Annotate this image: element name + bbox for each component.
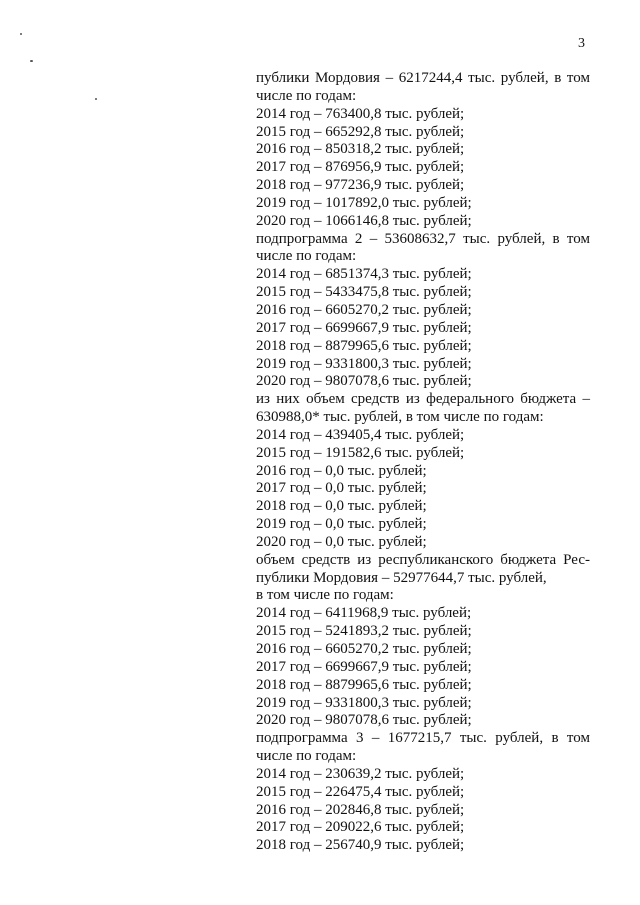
text-line: 2014 год – 763400,8 тыс. рублей; [256, 105, 465, 122]
text-line: 2015 год – 5433475,8 тыс. рублей; [256, 284, 472, 301]
page-number: 3 [578, 36, 585, 51]
text-line: 2014 год – 6411968,9 тыс. рублей; [256, 605, 472, 622]
text-line: в том числе по годам: [256, 587, 394, 604]
text-line: 2015 год – 191582,6 тыс. рублей; [256, 444, 465, 461]
text-line: числе по годам: [256, 748, 357, 765]
text-line: 2014 год – 439405,4 тыс. рублей; [256, 426, 465, 443]
text-line: 2014 год – 6851374,3 тыс. рублей; [256, 266, 472, 283]
text-line: 2017 год – 6699667,9 тыс. рублей; [256, 658, 472, 675]
text-line: 2017 год – 876956,9 тыс. рублей; [256, 159, 465, 176]
text-line: 2016 год – 202846,8 тыс. рублей; [256, 801, 465, 818]
text-line: 2018 год – 8879965,6 тыс. рублей; [256, 676, 472, 693]
text-line: подпрограмма 3 – 1677215,7 тыс. рублей, в том [256, 730, 590, 747]
text-line: публики Мордовия – 6217244,4 тыс. рублей, в том [256, 70, 590, 86]
text-line: 2017 год – 0,0 тыс. рублей; [256, 480, 427, 497]
text-line: 2019 год – 9331800,3 тыс. рублей; [256, 694, 472, 711]
text-line: подпрограмма 2 – 53608632,7 тыс. рублей, в том [256, 230, 590, 247]
text-line: 630988,0* тыс. рублей, в том числе по годам: [256, 409, 544, 426]
text-line: 2017 год – 6699667,9 тыс. рублей; [256, 319, 472, 336]
text-line: 2018 год – 256740,9 тыс. рублей; [256, 837, 465, 854]
text-line: публики Мордовия – 52977644,7 тыс. рублей, [256, 569, 547, 586]
text-line: числе по годам: [256, 87, 357, 104]
text-line: 2014 год – 230639,2 тыс. рублей; [256, 765, 465, 782]
text-line: 2018 год – 8879965,6 тыс. рублей; [256, 337, 472, 354]
text-line: 2016 год – 6605270,2 тыс. рублей; [256, 641, 472, 657]
text-line: 2020 год – 9807078,6 тыс. рублей; [256, 712, 472, 729]
text-line: 2019 год – 1017892,0 тыс. рублей; [256, 194, 472, 211]
text-line: 2016 год – 6605270,2 тыс. рублей; [256, 301, 472, 318]
scan-speck [30, 60, 33, 62]
text-line: 2020 год – 1066146,8 тыс. рублей; [256, 212, 472, 229]
text-line: числе по годам: [256, 248, 357, 265]
text-line: 2020 год – 9807078,6 тыс. рублей; [256, 373, 472, 390]
text-line: 2016 год – 0,0 тыс. рублей; [256, 462, 427, 479]
text-line: 2018 год – 0,0 тыс. рублей; [256, 498, 427, 515]
text-line: 2017 год – 209022,6 тыс. рублей; [256, 819, 465, 836]
text-line: объем средств из республиканского бюджета Рес- [256, 551, 590, 568]
scan-speck [95, 98, 97, 100]
text-line: 2020 год – 0,0 тыс. рублей; [256, 533, 427, 550]
scan-speck [20, 33, 22, 35]
text-line: из них объем средств из федерального бюджета – [256, 391, 590, 408]
text-line: 2015 год – 226475,4 тыс. рублей; [256, 783, 465, 800]
text-line: 2018 год – 977236,9 тыс. рублей; [256, 177, 465, 194]
document-text [256, 70, 590, 855]
text-line: 2015 год – 5241893,2 тыс. рублей; [256, 623, 472, 640]
text-line: 2019 год – 9331800,3 тыс. рублей; [256, 355, 472, 372]
text-line: 2019 год – 0,0 тыс. рублей; [256, 516, 427, 533]
text-line: 2015 год – 665292,8 тыс. рублей; [256, 123, 465, 140]
text-line: 2016 год – 850318,2 тыс. рублей; [256, 141, 465, 158]
